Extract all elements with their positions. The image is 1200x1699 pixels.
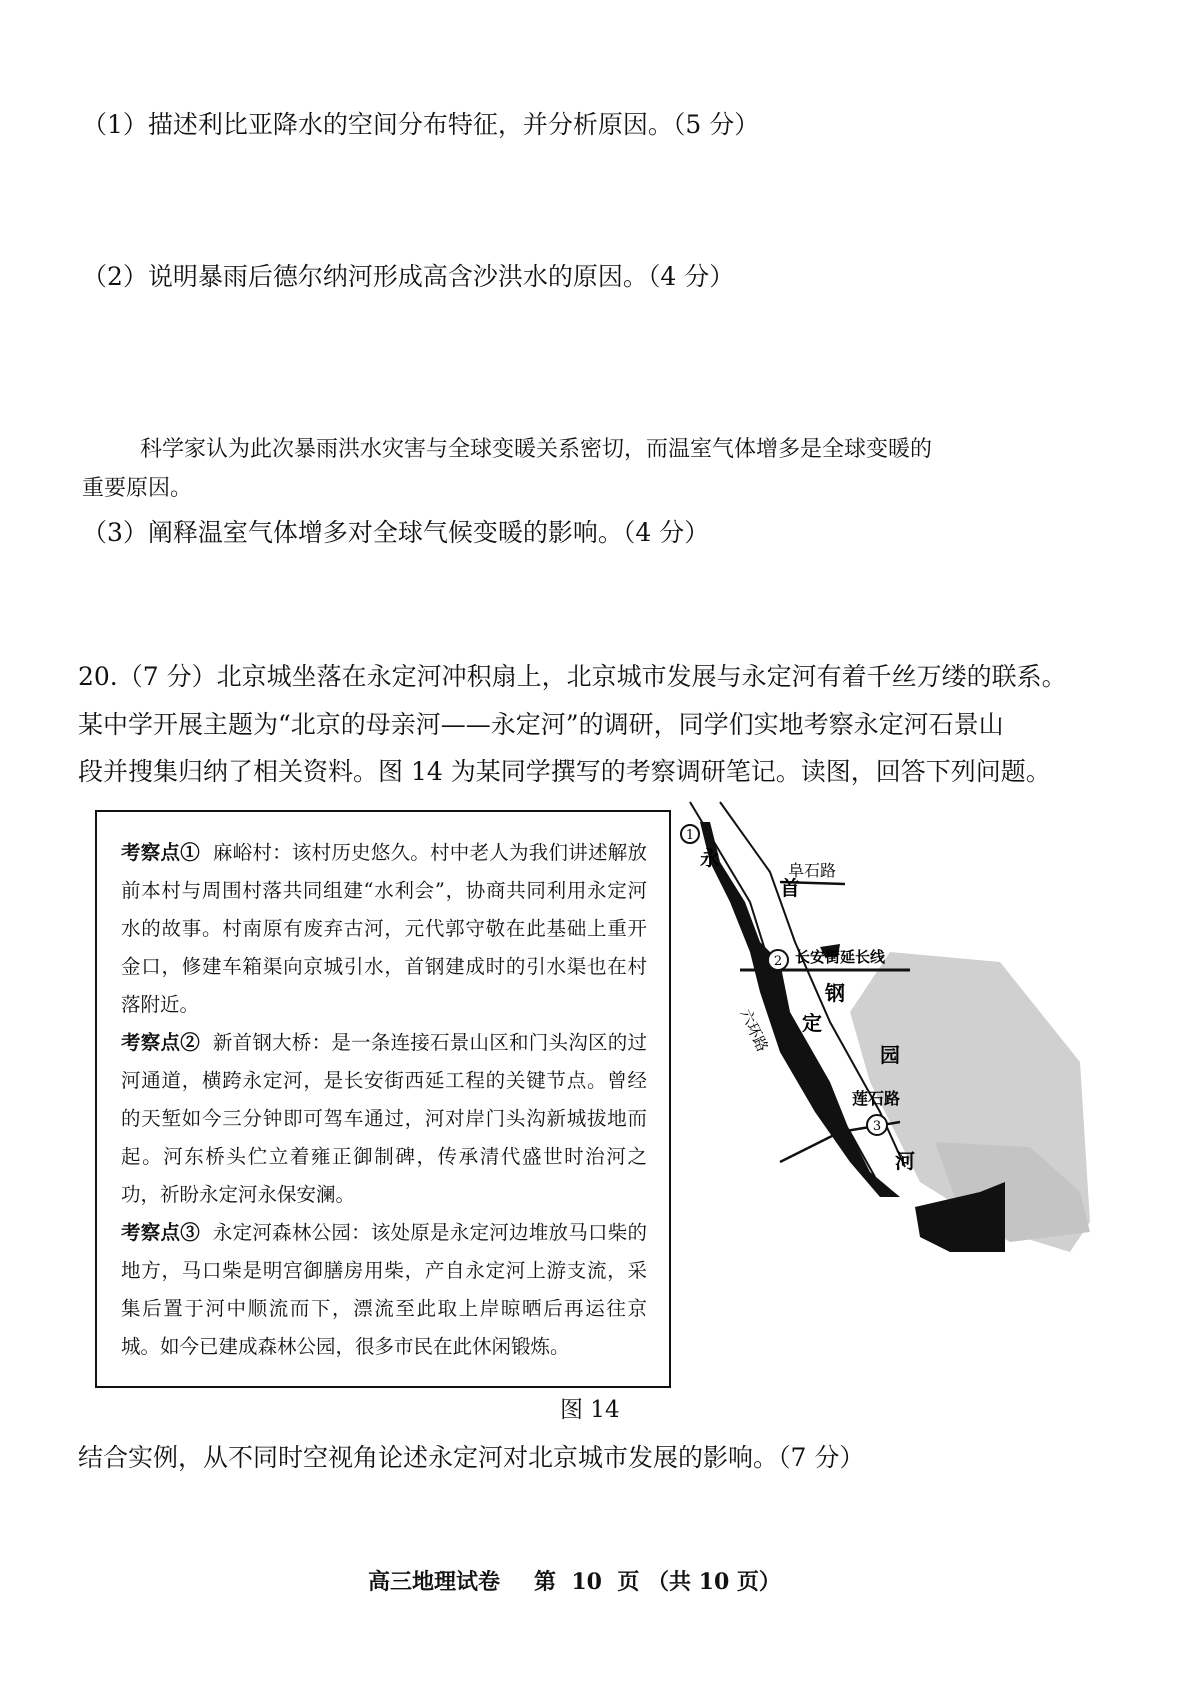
road-liuhuan-label: 六环路 (736, 1006, 772, 1055)
river-char-2: 定 (802, 1011, 822, 1035)
question-2: （2）说明暴雨后德尔纳河形成高含沙洪水的原因。（4 分） (82, 262, 735, 291)
svg-text:3: 3 (872, 1119, 882, 1134)
park-char-3: 园 (880, 1043, 900, 1067)
question-3: （3）阐释温室气体增多对全球气候变暖的影响。（4 分） (82, 518, 710, 547)
park-char-2: 钢 (825, 981, 845, 1005)
svg-text:1: 1 (685, 828, 695, 843)
river-char-1: 永 (700, 846, 720, 870)
road-lianshi-label: 莲石路 (852, 1089, 901, 1108)
footer-subject: 高三地理试卷 (368, 1569, 501, 1595)
note-point-2 (121, 1024, 647, 1214)
marker-3 (867, 1115, 887, 1135)
note-point-1 (121, 834, 647, 1024)
note-point-3 (121, 1214, 647, 1366)
park-char-1: 首 (780, 876, 800, 900)
note-point-1-label: 考察点① (121, 841, 200, 864)
footer-total: （共 10 页） (647, 1569, 781, 1595)
footer-page-prefix: 第 (534, 1569, 557, 1595)
page-footer (368, 1569, 781, 1595)
note-point-2-label: 考察点② (121, 1031, 200, 1054)
question-20-line-3: 段并搜集归纳了相关资料。图 14 为某同学撰写的考察调研笔记。读图，回答下列问题。 (78, 757, 1051, 786)
note-point-3-label: 考察点③ (121, 1221, 200, 1244)
road-changan-label: 长安街延长线 (795, 948, 886, 966)
footer-page-suffix: 页 (617, 1569, 640, 1595)
figure-caption: 图 14 (560, 1397, 620, 1423)
field-notes-box (95, 810, 671, 1388)
marker-2 (768, 950, 788, 970)
note-point-1-text: 麻峪村：该村历史悠久。村中老人为我们讲述解放前本村与周围村落共同组建“水利会”，协商共同利用永定河水的故事。村南原有废弃古河，元代郭守敬在此基础上重开金口，修建车箱渠向京城引水，首钢建成时的引水渠也在村落附近。 (121, 841, 647, 1016)
passage-line-2: 重要原因。 (82, 476, 193, 501)
question-20-line-1: 20.（7 分）北京城坐落在永定河冲积扇上，北京城市发展与永定河有着千丝万缕的联系。 (78, 662, 1067, 691)
note-point-2-text: 新首钢大桥：是一条连接石景山区和门头沟区的过河通道，横跨永定河，是长安街西延工程的关键节点。曾经的天堑如今三分钟即可驾车通过，河对岸门头沟新城拔地而起。河东桥头伫立着雍正御制碑，传承清代盛世时治河之功，祈盼永定河永保安澜。 (121, 1031, 647, 1206)
marker-1 (681, 825, 699, 843)
final-question: 结合实例，从不同时空视角论述永定河对北京城市发展的影响。（7 分） (78, 1443, 865, 1472)
question-1: （1）描述利比亚降水的空间分布特征，并分析原因。（5 分） (82, 110, 760, 139)
note-point-3-text: 永定河森林公园：该处原是永定河边堆放马口柴的地方，马口柴是明宫御膳房用柴，产自永定河上游支流，采集后置于河中顺流而下，漂流至此取上岸晾晒后再运往京城。如今已建成森林公园，很多市民在此休闲锻炼。 (121, 1221, 647, 1358)
river-char-3: 河 (895, 1149, 915, 1173)
question-20-line-2: 某中学开展主题为“北京的母亲河——永定河”的调研，同学们实地考察永定河石景山 (78, 710, 1004, 739)
yongding-river-map (685, 812, 1090, 1332)
road-fushi-label: 阜石路 (788, 861, 837, 880)
svg-text:2: 2 (773, 954, 783, 969)
footer-page-number: 10 (571, 1569, 602, 1595)
passage-line-1: 科学家认为此次暴雨洪水灾害与全球变暖关系密切，而温室气体增多是全球变暖的 (140, 437, 933, 462)
